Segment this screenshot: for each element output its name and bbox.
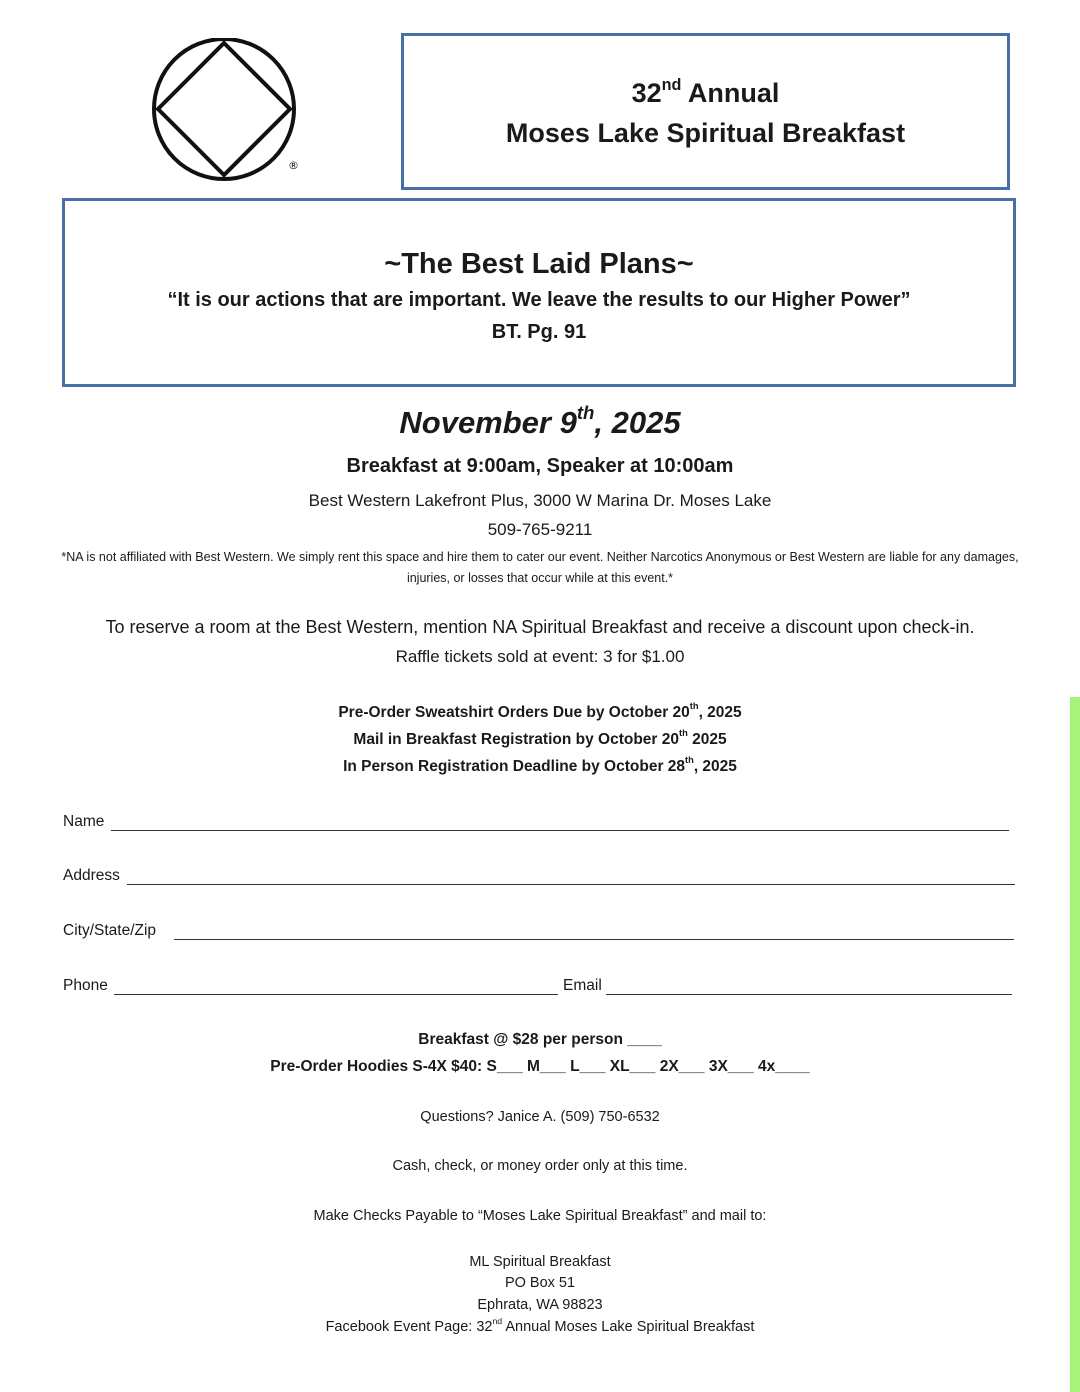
event-date: November 9th, 2025: [399, 401, 681, 440]
theme-quote: “It is our actions that are important. We leave the results to our Higher Power”: [167, 289, 911, 311]
city-state-zip-field[interactable]: [174, 939, 1014, 940]
disclaimer: *NA is not affiliated with Best Western. We simply rent this space and hire them to cater our event. Neither Narcotics Anonymous or Best Western are liable for any damages, injuries, or losses that occur while at this event.*: [61, 550, 1019, 585]
deadline-sweatshirt: Pre-Order Sweatshirt Orders Due by October 20th, 2025: [338, 701, 742, 721]
event-venue: Best Western Lakefront Plus, 3000 W Marina Dr. Moses Lake: [308, 491, 772, 510]
city-state-zip-label: City/State/Zip: [63, 922, 157, 939]
theme-title: ~The Best Laid Plans~: [384, 248, 694, 280]
address-label: Address: [63, 867, 120, 884]
name-label: Name: [63, 813, 105, 830]
event-times: Breakfast at 9:00am, Speaker at 10:00am: [346, 455, 734, 477]
breakfast-order: Breakfast @ $28 per person ____: [418, 1031, 662, 1048]
deadline-inperson: In Person Registration Deadline by October 28th, 2025: [343, 755, 737, 775]
mailing-box: PO Box 51: [504, 1275, 576, 1291]
side-bar-decoration: [1070, 697, 1080, 1392]
venue-phone: 509-765-9211: [487, 520, 593, 539]
mailing-name: ML Spiritual Breakfast: [469, 1254, 611, 1270]
event-title-line1: 32nd Annual: [631, 75, 780, 108]
reserve-note: To reserve a room at the Best Western, mention NA Spiritual Breakfast and receive a discount upon check-in.: [105, 617, 975, 637]
theme-citation: BT. Pg. 91: [491, 321, 587, 343]
title-box: [401, 33, 1010, 190]
event-title-line2: Moses Lake Spiritual Breakfast: [505, 118, 906, 148]
email-label: Email: [563, 977, 602, 994]
mailing-city: Ephrata, WA 98823: [477, 1297, 603, 1313]
deadline-mail: Mail in Breakfast Registration by October 20th 2025: [353, 728, 727, 748]
payable-note: Make Checks Payable to “Moses Lake Spiritual Breakfast” and mail to:: [313, 1208, 767, 1224]
raffle-note: Raffle tickets sold at event: 3 for $1.00: [395, 647, 685, 666]
hoodie-order: Pre-Order Hoodies S-4X $40: S___ M___ L___ XL___ 2X___ 3X___ 4x____: [270, 1058, 810, 1075]
theme-box: [62, 198, 1016, 387]
questions-contact: Questions? Janice A. (509) 750-6532: [420, 1109, 660, 1125]
phone-field[interactable]: [114, 994, 558, 995]
payment-note: Cash, check, or money order only at this time.: [392, 1158, 688, 1174]
name-field[interactable]: [111, 830, 1009, 831]
registered-mark: ®: [288, 159, 299, 172]
phone-label: Phone: [63, 977, 108, 994]
facebook-event: Facebook Event Page: 32nd Annual Moses Lake Spiritual Breakfast: [325, 1315, 755, 1335]
address-field[interactable]: [127, 884, 1015, 885]
na-logo-icon: [148, 38, 308, 188]
email-field[interactable]: [606, 994, 1012, 995]
